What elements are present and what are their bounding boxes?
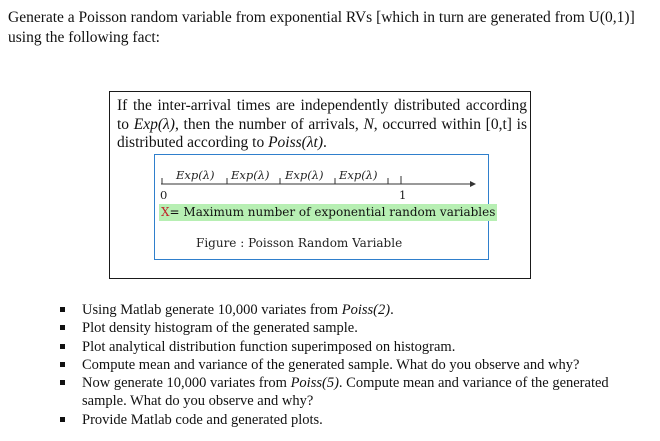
list-item: Plot density histogram of the generated sample.	[60, 319, 640, 337]
list-item: Compute mean and variance of the generated sample. What do you observe and why?	[60, 356, 640, 374]
timeline-start-label: 0	[160, 188, 168, 202]
interval-label-3: Exp(λ)	[285, 168, 324, 182]
interval-label-4: Exp(λ)	[339, 168, 378, 182]
list-item: Provide Matlab code and generated plots.	[60, 411, 640, 429]
n-math: N	[363, 115, 374, 133]
interval-label-1: Exp(λ)	[176, 168, 215, 182]
list-item: Using Matlab generate 10,000 variates from Poiss(2).	[60, 301, 640, 319]
fact-statement: If the inter-arrival times are independently distributed according to Exp(λ), then the number of arrivals, N, occurred within [0,t] is distributed according to Poiss(λt).	[117, 97, 528, 151]
task-list	[60, 301, 640, 429]
interval-label-2: Exp(λ)	[231, 168, 270, 182]
timeline-end-label: 1	[399, 188, 407, 202]
intro-text: Generate a Poisson random variable from exponential RVs [which in turn are generated from U(0,1)] using the following fact:	[8, 9, 635, 46]
poiss-math: Poiss(λt)	[268, 134, 324, 151]
figure-caption: Figure : Poisson Random Variable	[196, 236, 403, 250]
exp-math: Exp(λ)	[133, 115, 175, 133]
x-definition: X= Maximum number of exponential random variables	[161, 205, 496, 219]
x-label: X	[161, 205, 170, 219]
list-item: Plot analytical distribution function superimposed on histogram.	[60, 338, 640, 356]
list-item: Now generate 10,000 variates from Poiss(5). Compute mean and variance of the generated sample. What do you observe and why?	[60, 374, 640, 411]
